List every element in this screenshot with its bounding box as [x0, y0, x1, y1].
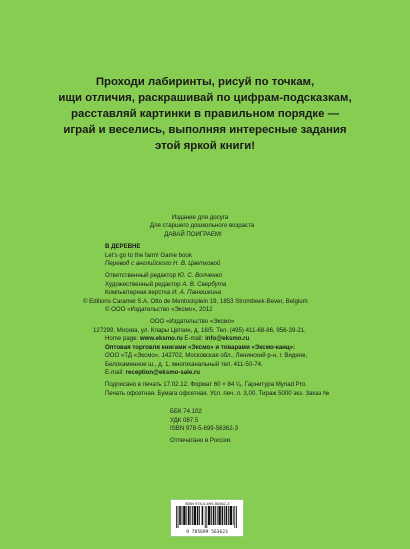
barcode-isbn-label: ISBN 978-5-699-56362-3	[184, 501, 230, 506]
editor-name: Ю. С. Волченко	[177, 272, 222, 280]
translation-credit: Перевод с английского Н. В. Цветковой	[105, 260, 221, 268]
blurb-line: расставляй картинки в правильном порядке —	[71, 108, 339, 120]
publisher-address: 127299, Москва, ул. Клары Цеткин, д. 18/5. Тел. (495) 411-68-86, 956-39-21.	[93, 326, 306, 334]
book-title: В ДЕРЕВНЕ	[105, 243, 141, 251]
wholesale-email-label: E-mail:	[105, 368, 124, 376]
back-cover-blurb	[40, 74, 370, 154]
art-editor-label: Художественный редактор	[105, 280, 181, 288]
homepage-link[interactable]: www.eksmo.ru	[139, 335, 183, 343]
wholesale-email	[0, 369, 410, 377]
blurb-line: Проходи лабиринты, рисуй по точкам,	[95, 76, 315, 88]
print-details-1: Подписано в печать 17.02.12. Формат 60 × 84 ¹⁄₈. Гарнитура Myriad Pro.	[105, 381, 307, 389]
layout-name: И. А. Панюшкина	[171, 289, 221, 297]
editor-credit	[0, 272, 410, 280]
blurb-line: этой яркой книги!	[154, 140, 256, 152]
layout-label: Компьютерная верстка	[105, 289, 171, 297]
copyright-original: © Editions Caramel S.A. Otto de Mentockplein 19, 1853 Strombeek-Bever, Belgium	[83, 297, 308, 305]
copyright-eksmo: © ООО «Издательство «Эксмо», 2012	[105, 306, 213, 314]
publisher-contacts	[0, 335, 410, 343]
art-editor-credit	[0, 281, 410, 289]
blurb-line: играй и веселись, выполняя интересные задания	[63, 124, 347, 136]
isbn-code: ISBN 978-5-699-56362-3	[170, 424, 239, 432]
edition-type: Издание для досуга	[171, 214, 229, 221]
original-title: Let's go to the farm! Game book	[105, 251, 192, 259]
print-details-2: Печать офсетная. Бумага офсетная. Усл. печ. л. 3,00. Тираж 5000 экз. Заказ №	[105, 389, 330, 397]
series-name: ДАВАЙ ПОИГРАЕМ!	[164, 230, 222, 238]
bbk-code: ББК 74.102	[170, 408, 202, 416]
udk-code: УДК 087.5	[170, 416, 199, 424]
wholesale-email-link[interactable]: reception@eksmo-sale.ru	[125, 368, 201, 376]
layout-credit	[0, 289, 410, 297]
wholesale-address-1: ООО «ТД «Эксмо». 142702, Московская обл., Ленинский р-н, г. Видное,	[105, 352, 308, 360]
audience: Для старшего дошкольного возраста	[149, 222, 255, 230]
wholesale-address-2: Белокаменное ш., д. 1, многоканальный тел. 411-50-74.	[105, 360, 263, 368]
imprint-block	[0, 214, 410, 446]
email-link[interactable]: info@eksmo.ru	[205, 335, 250, 343]
isbn-barcode	[170, 499, 244, 537]
wholesale-title: Оптовая торговля книгами «Эксмо» и товарами «Эксмо-канц»:	[105, 343, 296, 351]
editor-label: Ответственный редактор	[105, 272, 177, 280]
art-editor-name: А. В. Свербута	[182, 280, 227, 288]
blurb-line: ищи отличия, раскрашивай по цифрам-подсказкам,	[58, 92, 352, 104]
barcode-bars-icon	[176, 506, 238, 528]
barcode-number: 9 785699 563623	[186, 530, 228, 535]
email-label: E-mail:	[184, 335, 204, 343]
homepage-label: Home page:	[105, 335, 139, 343]
printed-in: Отпечатано в России.	[170, 437, 232, 445]
publisher-name: ООО «Издательство «Эксмо»	[150, 318, 235, 326]
